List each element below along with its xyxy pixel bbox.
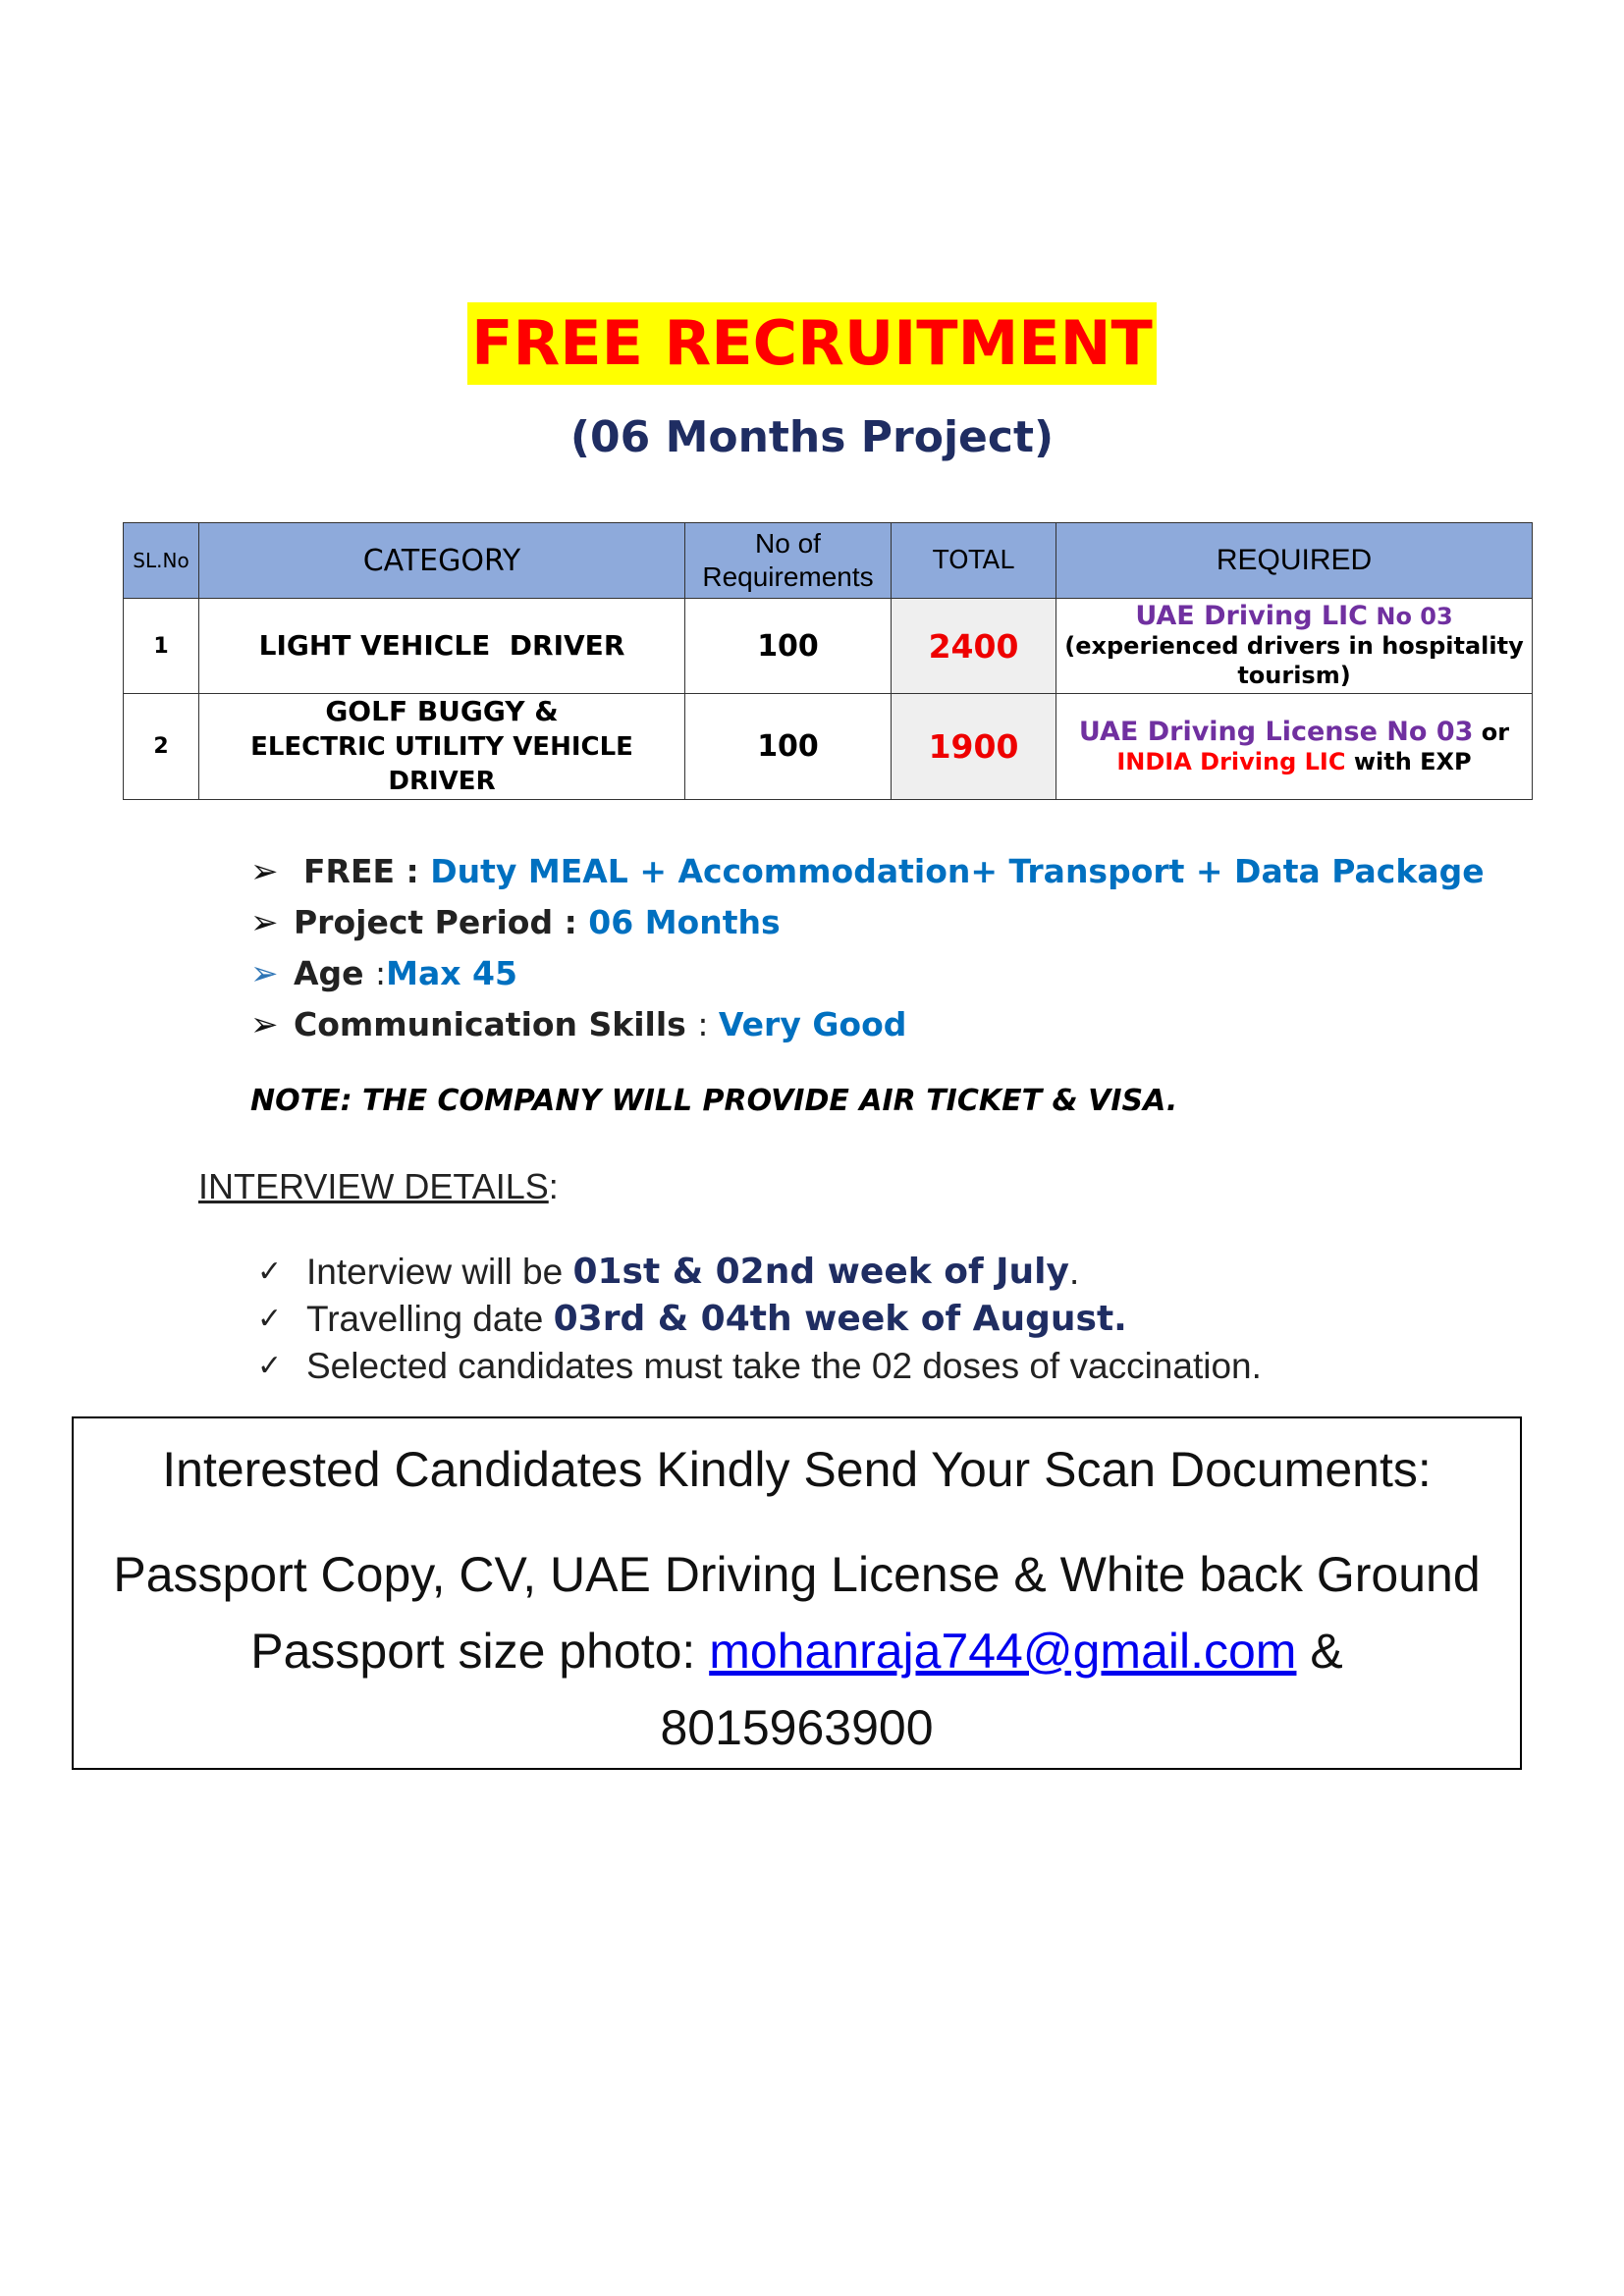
contact-details xyxy=(74,1536,1520,1766)
row-no-of-requirements: 100 xyxy=(685,694,892,800)
bullet-label: Age xyxy=(294,954,376,992)
check-mark-icon: ✓ xyxy=(257,1255,283,1288)
required-license-number: No 03 xyxy=(1368,603,1453,630)
header-no-of-requirements: No of Requirements xyxy=(685,523,892,599)
check-bold: 03rd & 04th week of August. xyxy=(553,1299,1127,1339)
required-uae-license: UAE Driving License No 03 xyxy=(1078,716,1474,747)
list-item xyxy=(257,1343,1262,1390)
arrow-bullet-icon: ➢ xyxy=(250,852,279,891)
bullet-value: Duty MEAL + Accommodation+ Transport + Data Package xyxy=(430,852,1485,890)
row-total: 1900 xyxy=(892,694,1056,800)
requirements-table xyxy=(123,522,1533,800)
check-text: Interview will be xyxy=(306,1252,573,1292)
table-row xyxy=(124,694,1533,800)
list-item xyxy=(250,897,1485,948)
contact-documents: Passport Copy, CV, UAE Driving License & White back Ground xyxy=(113,1547,1481,1602)
row-no-of-requirements: 100 xyxy=(685,599,892,694)
interview-heading xyxy=(198,1166,559,1207)
interview-list xyxy=(257,1249,1262,1390)
row-total: 2400 xyxy=(892,599,1056,694)
required-or: or xyxy=(1473,718,1510,746)
required-india-license: INDIA Driving LIC xyxy=(1116,747,1346,775)
check-text: Selected candidates must take the 02 doses of vaccination. xyxy=(306,1346,1262,1386)
contact-photo-label: Passport size photo: xyxy=(250,1624,710,1679)
bullet-value: Very Good xyxy=(718,1005,907,1043)
arrow-bullet-icon: ➢ xyxy=(250,1005,279,1044)
required-license: UAE Driving LIC xyxy=(1135,601,1368,631)
contact-box xyxy=(72,1416,1522,1770)
required-with-exp: with EXP xyxy=(1345,747,1472,775)
note-text: NOTE: THE COMPANY WILL PROVIDE AIR TICKET & VISA. xyxy=(250,1084,1178,1118)
list-item xyxy=(250,846,1485,897)
check-bold: 01st & 02nd week of July xyxy=(572,1252,1069,1292)
interview-heading-colon: : xyxy=(548,1166,559,1206)
list-item xyxy=(257,1296,1262,1343)
bullet-label: Project Period : xyxy=(294,903,589,941)
arrow-bullet-icon: ➢ xyxy=(250,903,279,942)
row-sl-no: 2 xyxy=(124,694,199,800)
interview-heading-text: INTERVIEW DETAILS xyxy=(198,1166,549,1206)
check-tail: . xyxy=(1068,1252,1080,1292)
header-category: CATEGORY xyxy=(199,523,685,599)
bullet-label: Communication Skills xyxy=(294,1005,698,1043)
row-required xyxy=(1056,599,1533,694)
contact-intro: Interested Candidates Kindly Send Your Scan Documents: xyxy=(162,1442,1432,1497)
row-required xyxy=(1056,694,1533,800)
header-sl-no: SL.No xyxy=(124,523,199,599)
table-row xyxy=(124,599,1533,694)
list-item xyxy=(257,1249,1262,1296)
check-text: Travelling date xyxy=(306,1299,554,1339)
phone-number: 8015963900 xyxy=(660,1700,934,1755)
email-link[interactable]: mohanraja744@gmail.com xyxy=(709,1624,1297,1679)
bullet-separator: : xyxy=(697,1005,719,1043)
check-mark-icon: ✓ xyxy=(257,1303,283,1335)
benefits-list xyxy=(250,846,1485,1050)
list-item xyxy=(250,999,1485,1050)
bullet-value: 06 Months xyxy=(588,903,781,941)
page-subtitle: (06 Months Project) xyxy=(569,412,1055,462)
category-line-2: ELECTRIC UTILITY VEHICLE DRIVER xyxy=(250,732,633,796)
list-item xyxy=(250,948,1485,999)
title-wrap xyxy=(0,302,1624,385)
page-title: FREE RECRUITMENT xyxy=(467,302,1157,385)
check-mark-icon: ✓ xyxy=(257,1350,283,1382)
required-experience-note: (experienced drivers in hospitality tourism) xyxy=(1064,632,1524,689)
header-required: REQUIRED xyxy=(1056,523,1533,599)
row-category: LIGHT VEHICLE DRIVER xyxy=(199,599,685,694)
arrow-bullet-icon: ➢ xyxy=(250,954,279,993)
header-total: TOTAL xyxy=(892,523,1056,599)
category-line-1: GOLF BUGGY & xyxy=(325,695,559,727)
row-category xyxy=(199,694,685,800)
bullet-label: FREE : xyxy=(303,852,431,890)
bullet-separator: : xyxy=(375,954,387,992)
contact-ampersand: & xyxy=(1296,1624,1343,1679)
row-sl-no: 1 xyxy=(124,599,199,694)
table-header-row xyxy=(124,523,1533,599)
bullet-value: Max 45 xyxy=(386,954,517,992)
